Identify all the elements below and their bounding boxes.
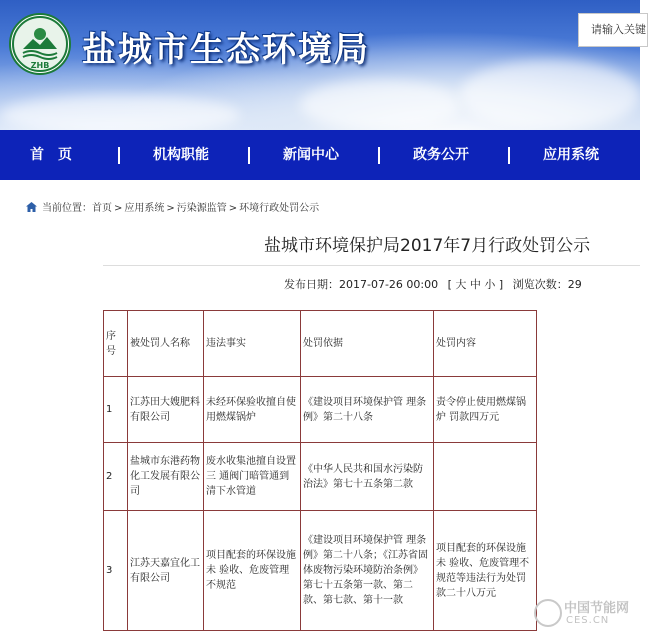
- table-row: [104, 511, 537, 631]
- title-divider: [103, 265, 640, 266]
- cell-index: 3: [104, 511, 128, 631]
- nav-item-home[interactable]: 首 页: [30, 147, 72, 163]
- nav-separator: [378, 147, 380, 164]
- breadcrumb-item-home[interactable]: 首页: [92, 203, 112, 214]
- breadcrumb: [26, 199, 319, 214]
- header-cell-violation: 违法事实: [204, 311, 301, 377]
- main-nav: [0, 130, 640, 180]
- cell-party: 江苏天嘉宜化工有限公司: [128, 511, 204, 631]
- search-input[interactable]: 请输入关键: [578, 13, 648, 47]
- breadcrumb-prefix: 当前位置：: [42, 203, 92, 214]
- publish-date: 发布日期：2017-07-26 00:00: [284, 278, 439, 291]
- cell-basis: 《中华人民共和国水污染防治法》第七十五条第二款: [301, 443, 434, 511]
- watermark-text: 中国节能网: [564, 601, 630, 616]
- article-title: 盐城市环境保护局2017年7月行政处罚公示: [264, 236, 591, 256]
- header-cell-party: 被处罚人名称: [128, 311, 204, 377]
- cell-party: 江苏田大嫂肥料有限公司: [128, 377, 204, 443]
- home-icon: [26, 202, 37, 212]
- cell-index: 1: [104, 377, 128, 443]
- cell-basis: 《建设项目环境保护管 理条例》第二十八条；《江苏省固体废物污染环境防治条例》第七十五条第一款、第二款、第七款、第十一款: [301, 511, 434, 631]
- nav-separator: [508, 147, 510, 164]
- cell-violation: 项目配套的环保设施未 验收、危废管理不规范: [204, 511, 301, 631]
- cell-index: 2: [104, 443, 128, 511]
- article-meta: [284, 276, 588, 292]
- cell-basis: 《建设项目环境保护管 理条例》第二十八条: [301, 377, 434, 443]
- cell-penalty: 项目配套的环保设施未 验收、危废管理不规范等违法行为处罚款二十八万元: [434, 511, 537, 631]
- cell-penalty: 责令停止使用燃煤锅炉 罚款四万元: [434, 377, 537, 443]
- nav-separator: [248, 147, 250, 164]
- cell-violation: 未经环保验收擅自使用燃煤锅炉: [204, 377, 301, 443]
- breadcrumb-separator: >: [228, 203, 238, 214]
- view-count: 浏览次数：29: [512, 278, 582, 291]
- watermark: [534, 595, 640, 635]
- breadcrumb-item-penalty-notice[interactable]: 环境行政处罚公示: [239, 203, 320, 214]
- banner-cloud: [0, 95, 240, 135]
- breadcrumb-separator: >: [114, 203, 123, 214]
- table-row: [104, 377, 537, 443]
- svg-text:ZHB: ZHB: [30, 61, 50, 70]
- nav-item-news[interactable]: 新闻中心: [283, 147, 339, 163]
- table-header-row: [104, 311, 537, 377]
- header-cell-index: 序号: [104, 311, 128, 377]
- watermark-logo-icon: [534, 599, 562, 627]
- logo-emblem-icon: [11, 15, 69, 73]
- header-banner: [0, 0, 646, 130]
- cell-party: 盐城市东港药物化工发展有限公司: [128, 443, 204, 511]
- header-cell-penalty: 处罚内容: [434, 311, 537, 377]
- nav-item-government-affairs[interactable]: 政务公开: [413, 147, 469, 163]
- agency-logo[interactable]: [9, 13, 71, 75]
- cell-violation: 废水收集池擅自设置三 通阀门暗管通到清下水管道: [204, 443, 301, 511]
- font-size-control[interactable]: [ 大 中 小 ]: [447, 278, 504, 291]
- watermark-domain: CES.CN: [566, 615, 610, 626]
- penalty-table: [103, 310, 537, 631]
- breadcrumb-separator: >: [166, 203, 175, 214]
- nav-item-applications[interactable]: 应用系统: [543, 147, 599, 163]
- table-row: [104, 443, 537, 511]
- banner-cloud: [460, 60, 640, 130]
- cell-penalty: [434, 443, 537, 511]
- breadcrumb-item-applications[interactable]: 应用系统: [124, 203, 165, 214]
- banner-cloud: [300, 80, 460, 130]
- nav-separator: [118, 147, 120, 164]
- header-cell-basis: 处罚依据: [301, 311, 434, 377]
- site-title: 盐城市生态环境局: [82, 30, 370, 70]
- nav-item-organization[interactable]: 机构职能: [153, 147, 209, 163]
- breadcrumb-item-pollution-monitoring[interactable]: 污染源监管: [176, 203, 227, 214]
